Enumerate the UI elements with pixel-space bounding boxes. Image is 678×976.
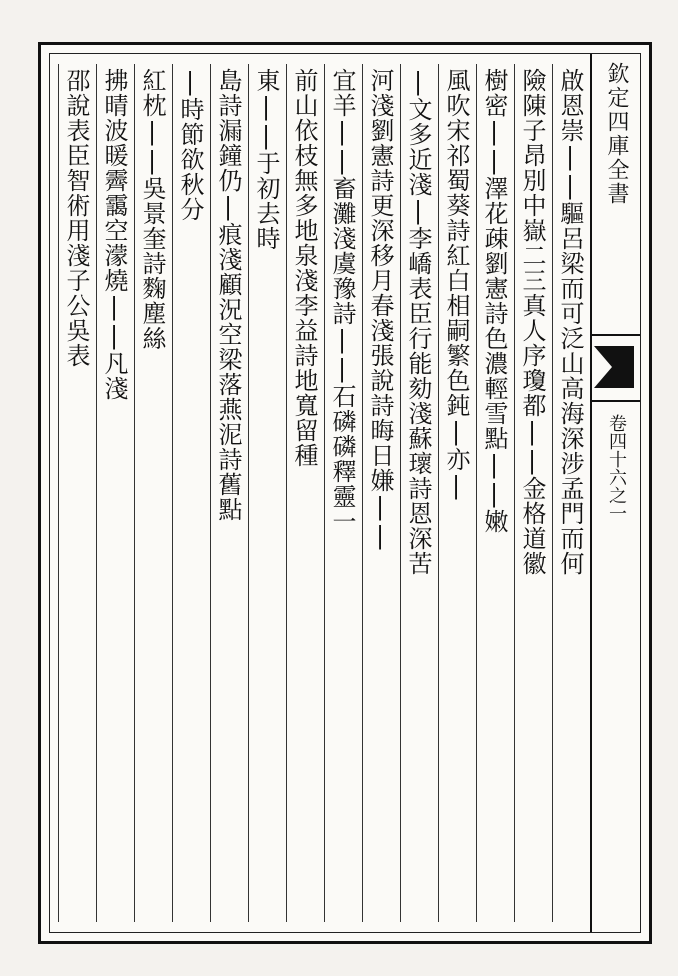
text-column-2: 險陳子昂別中嶽二三真人序瓊都||金格道徽 bbox=[514, 64, 550, 922]
text-column-7: 宜羊||畜灘淺虞豫詩||石磷磷釋靈一 bbox=[324, 64, 360, 922]
text-column-12: 紅枕||吳景奎詩麴塵絲 bbox=[134, 64, 170, 922]
text-column-3: 樹密||澤花疎劉憲詩色濃輕雪點||嫩 bbox=[476, 64, 512, 922]
text-column-10: 島詩漏鐘仍|痕淺顧況空梁落燕泥詩舊點 bbox=[210, 64, 246, 922]
text-column-1: 啟恩崇||驅呂梁而可泛山高海深涉孟門而何 bbox=[552, 64, 588, 922]
fish-tail-mark bbox=[594, 346, 634, 388]
text-column-6: 河淺劉憲詩更深移月春淺張說詩晦日嫌|| bbox=[362, 64, 398, 922]
book-title: 欽定四庫全書 bbox=[604, 62, 629, 206]
gutter-divider-bottom bbox=[592, 400, 640, 402]
text-column-9: 東||于初去時 bbox=[248, 64, 284, 922]
text-column-8: 前山依枝無多地泉淺李益詩地寬留種 bbox=[286, 64, 322, 922]
text-column-14: 邵說表臣智術用淺子公吳表 bbox=[58, 64, 94, 922]
text-column-4: 風吹宋祁蜀葵詩紅白相嗣繁色鈍|亦| bbox=[438, 64, 474, 922]
volume-label: 卷四十六之一 bbox=[606, 414, 627, 522]
text-column-5: |文多近淺|李嶠表臣行能劾淺蘇瓌詩恩深苦 bbox=[400, 64, 436, 922]
text-frame bbox=[49, 53, 641, 933]
book-page bbox=[38, 42, 652, 944]
page-gutter bbox=[590, 54, 640, 932]
text-column-11: |時節欲秋分 bbox=[172, 64, 208, 922]
gutter-divider-top bbox=[592, 334, 640, 336]
text-column-13: 拂晴波暖霽靄空濛燒||凡淺 bbox=[96, 64, 132, 922]
